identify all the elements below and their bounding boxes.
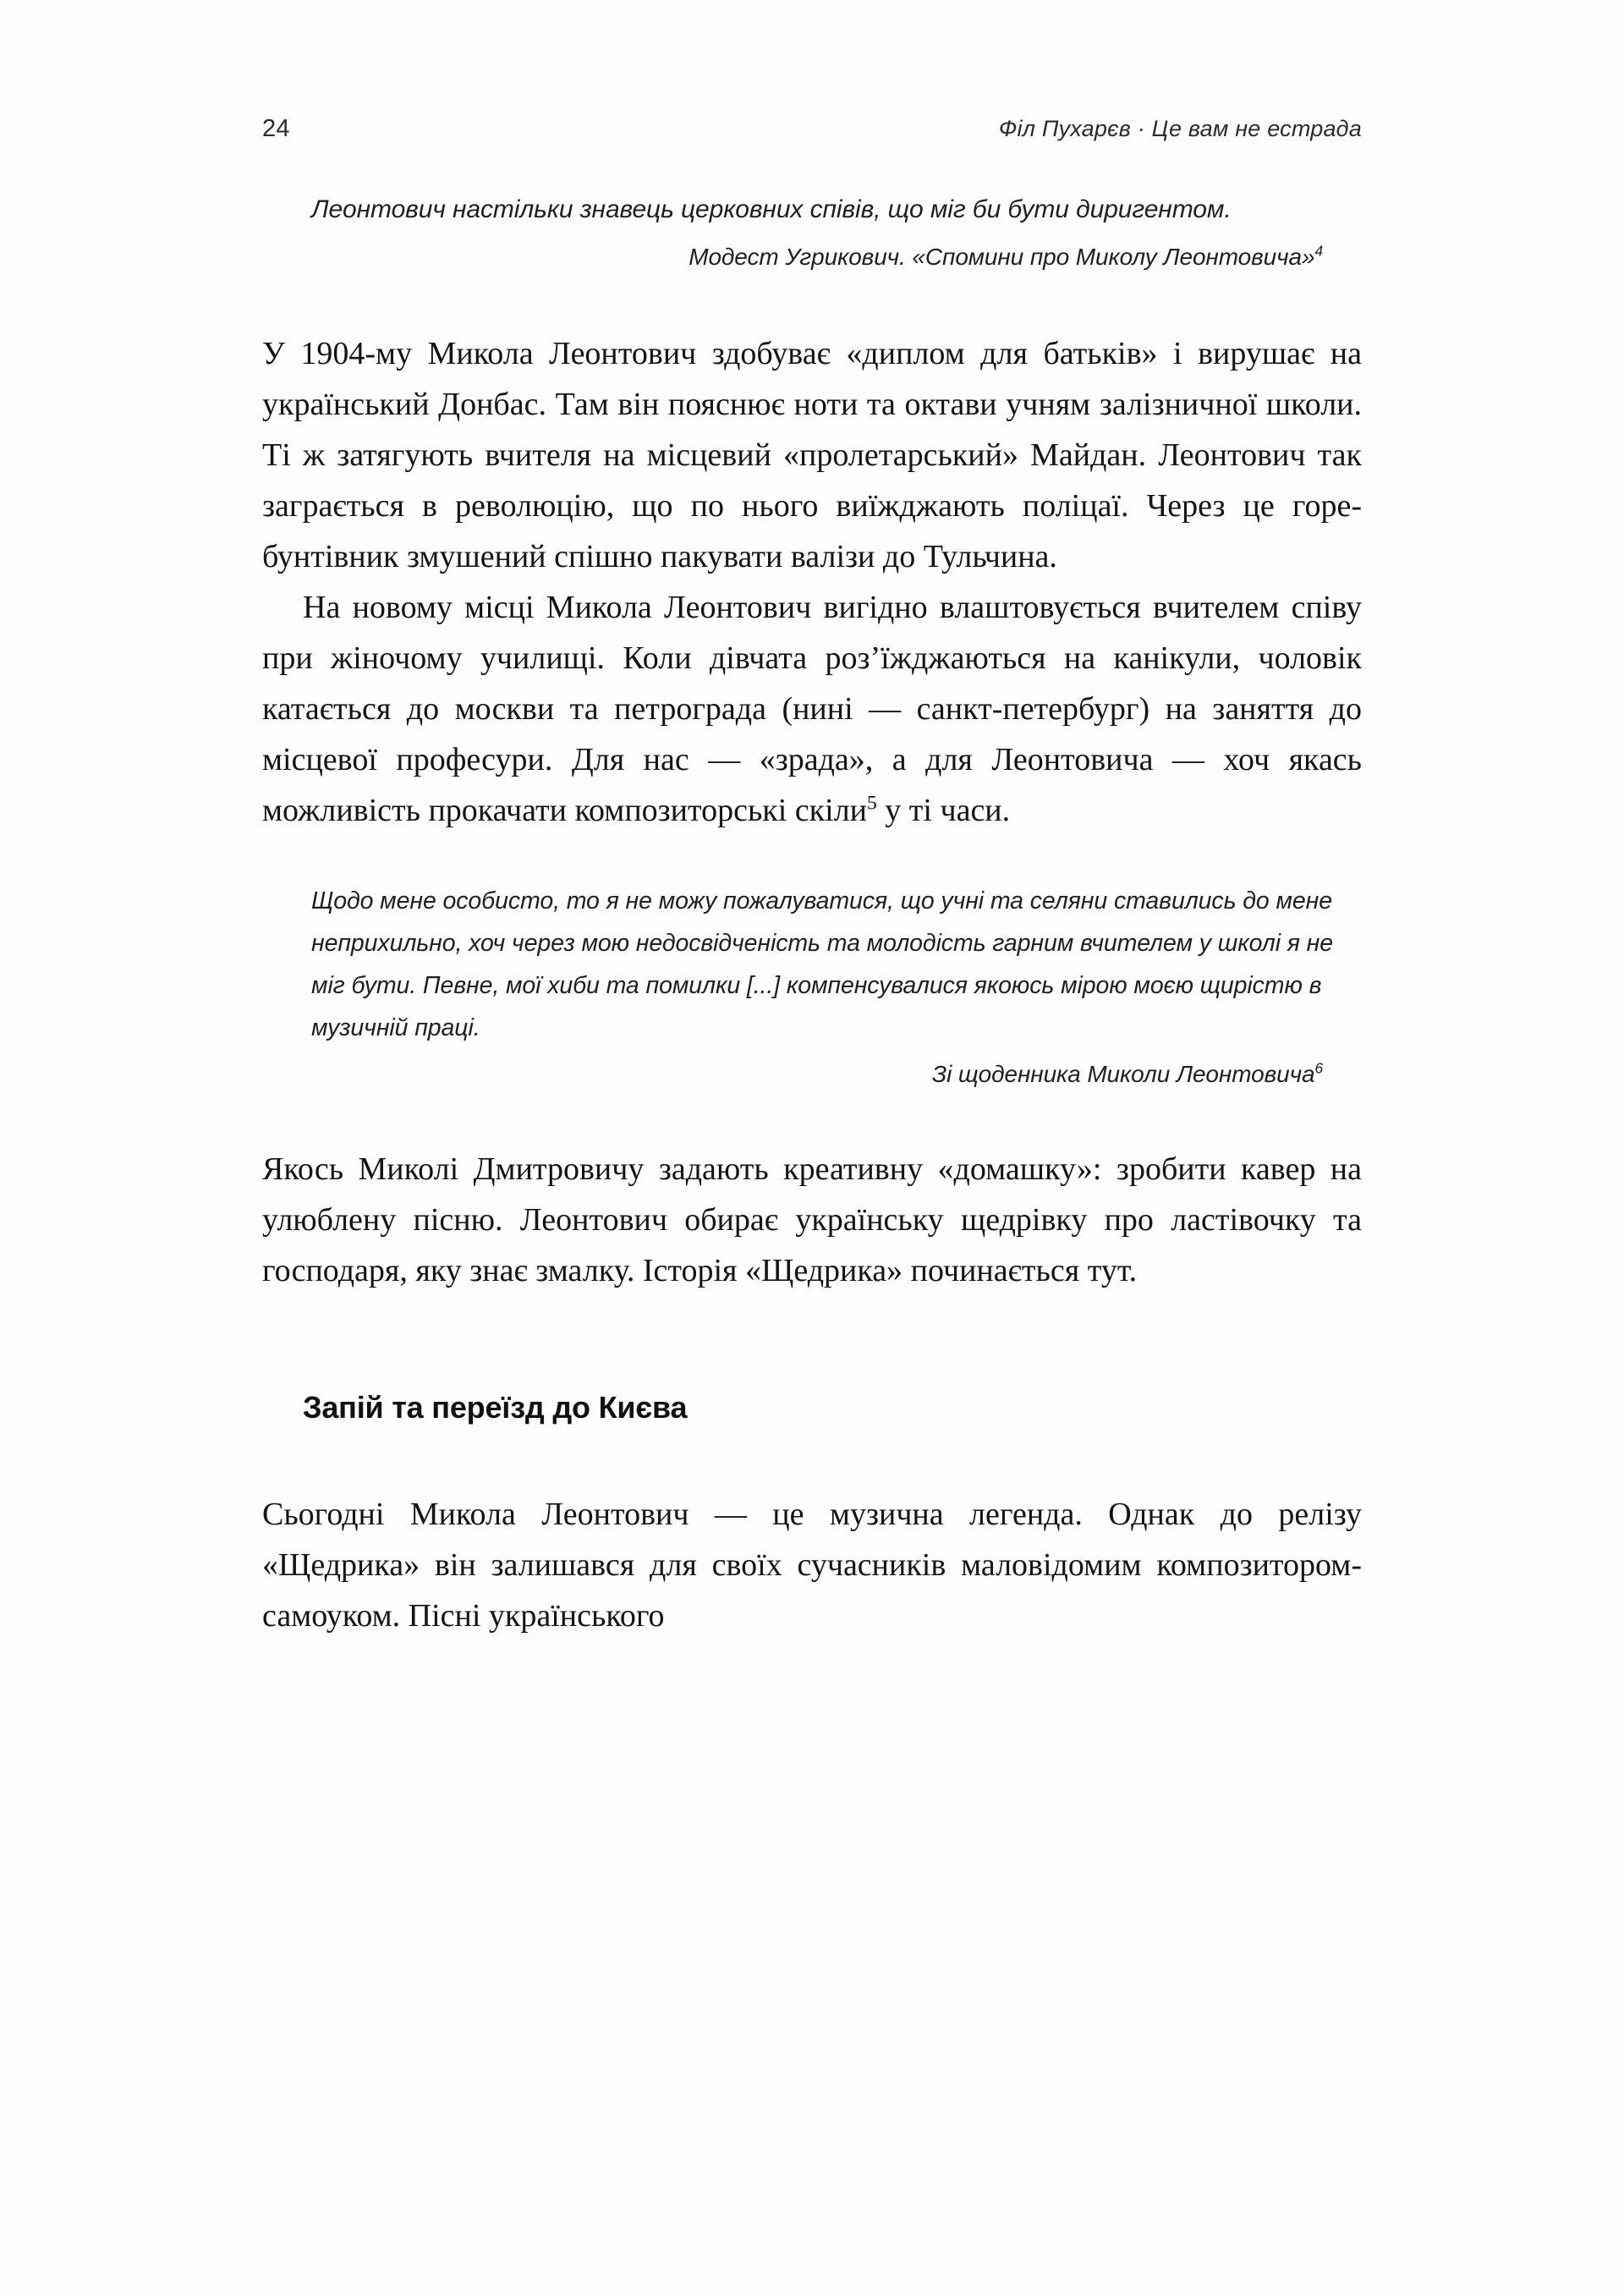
paragraph-3: Якось Миколі Дмитровичу задають креативну «домашку»: зробити кавер на улюблену пісню. Леонтович обирає українську щедрівку про ластівочку та господаря, яку знає змалку. Історія «Щедрика» починається тут.	[262, 1151, 1362, 1288]
attribution-text: Зі щоденника Миколи Леонтовича	[932, 1061, 1315, 1087]
text-column	[262, 188, 1362, 1641]
footnote-marker-4: 4	[1314, 242, 1323, 260]
paragraph-4: Сьогодні Микола Леонтович — це музична легенда. Однак до релізу «Щедрика» він залишався для своїх сучасників маловідомим композитором-самоуком. Пісні українського	[262, 1497, 1362, 1634]
attribution-text: Модест Угрикович. «Спомини про Миколу Леонтовича»	[689, 244, 1315, 270]
pull-quote-two-attribution	[262, 1054, 1362, 1095]
running-title: Філ Пухарєв · Це вам не естрада	[998, 116, 1362, 141]
pull-quote-one-attribution	[262, 237, 1362, 277]
spacer	[262, 1296, 1362, 1387]
paragraph-2	[262, 582, 1362, 836]
footnote-marker-6: 6	[1314, 1059, 1323, 1077]
spacer	[262, 1095, 1362, 1144]
paragraph-2-text: На новому місці Микола Леонтович вигідно влаштовується вчителем співу при жіночому училищі. Коли дівчата роз’їжджаються на канікули, чоловік катається до москви та петрограда (нині — санкт-петербург) на заняття до місцевої професури. Для нас — «зрада», а для Леонтовича — хоч якась можливість прокачати композиторські скіли	[262, 590, 1362, 828]
paragraph-2-tail: у ті часи.	[876, 793, 1011, 828]
section-heading: Запій та переїзд до Києва	[303, 1390, 688, 1425]
footnote-marker-5: 5	[867, 792, 877, 815]
spacer	[262, 1428, 1362, 1489]
pull-quote-two: Щодо мене особисто, то я не можу пожалуватися, що учні та селяни ставились до мене неприхильно, хоч через мою недосвідченість та молодість гарним вчителем у школі я не міг бути. Певне, мої хиби та помилки [...] компенсувалися якоюсь мірою моєю щирістю в музичній праці.	[311, 887, 1334, 1041]
pull-quote-one: Леонтович настільки знавець церковних співів, що міг би бути диригентом.	[311, 195, 1232, 223]
spacer	[262, 277, 1362, 328]
spacer	[262, 836, 1362, 880]
page-number: 24	[262, 115, 290, 142]
running-head	[262, 115, 1362, 154]
paragraph-1: У 1904-му Микола Леонтович здобуває «диплом для батьків» і вирушає на український Донбас. Там він пояснює ноти та октави учням залізничної школи. Ті ж затягують вчителя на місцевий «пролетарський» Майдан. Леонтович так заграється в революцію, що по нього виїжджають поліцаї. Через це горе-бунтівник змушений спішно пакувати валізи до Тульчина.	[262, 336, 1362, 574]
